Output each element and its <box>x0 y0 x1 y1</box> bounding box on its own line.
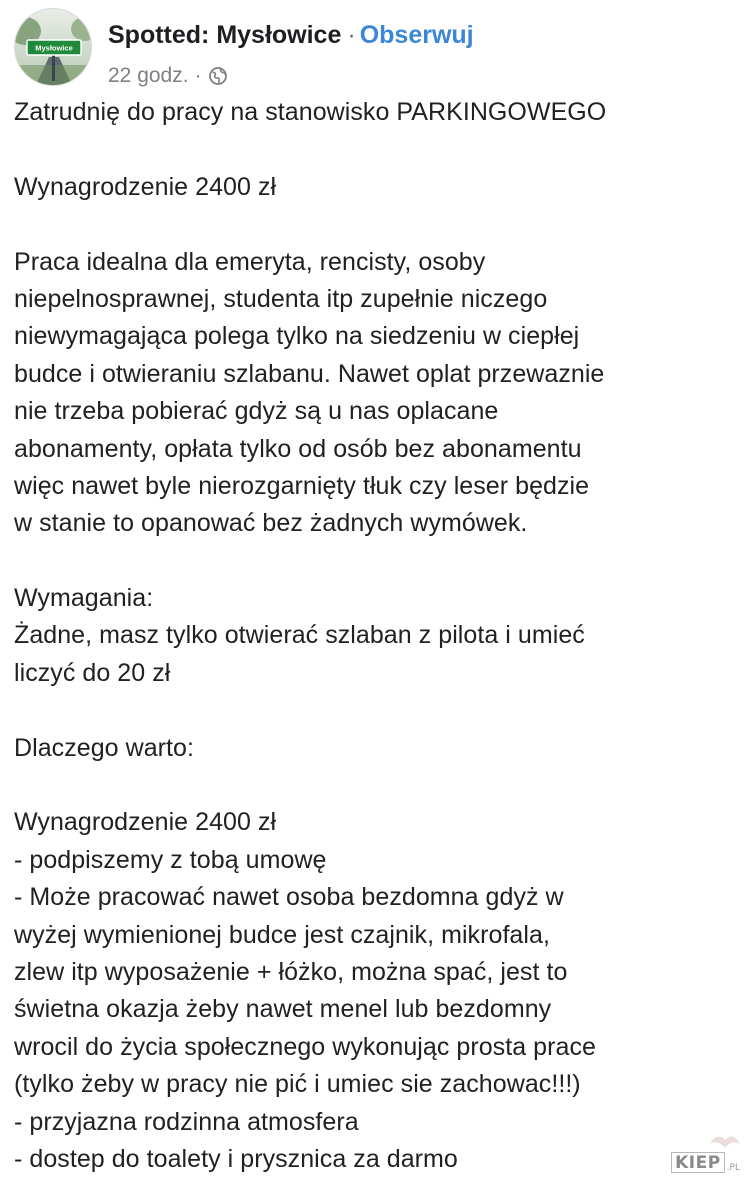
post-line: wrocil do życia społecznego wykonując prosta prace <box>14 1032 596 1061</box>
separator-dot: · <box>347 21 356 49</box>
globe-icon[interactable] <box>208 66 228 86</box>
watermark-brand: KIEP <box>671 1152 725 1173</box>
post-line: niepelnosprawnej, studenta itp zupełnie niczego <box>14 284 548 313</box>
post-line-blank <box>14 206 746 243</box>
post-line: liczyć do 20 zł <box>14 658 171 687</box>
post-timestamp[interactable]: 22 godz. <box>108 64 189 87</box>
watermark-suffix: .PL <box>726 1163 740 1173</box>
post-line: Żadne, masz tylko otwierać szlaban z pilota i umieć <box>14 621 585 650</box>
page-name-link[interactable]: Spotted: Mysłowice <box>108 21 342 49</box>
post-line: - dostep do toalety i prysznica za darmo <box>14 1144 458 1173</box>
post-line: - podpiszemy z tobą umowę <box>14 845 327 874</box>
post-line: budce i otwieraniu szlabanu. Nawet oplat przewaznie <box>14 359 605 388</box>
post-text <box>14 94 746 1178</box>
post-meta <box>108 63 228 89</box>
post-line: Praca idealna dla emeryta, rencisty, osoby <box>14 247 486 276</box>
post-line: nie trzeba pobierać gdyż są u nas oplacane <box>14 397 499 426</box>
post-line: w stanie to opanować bez żadnych wymówek. <box>14 509 528 538</box>
post-line: niewymagająca polega tylko na siedzeniu w ciepłej <box>14 322 580 351</box>
post-line: Dlaczego warto: <box>14 733 194 762</box>
post-line: Wymagania: <box>14 584 154 613</box>
post-line: - Może pracować nawet osoba bezdomna gdyż w <box>14 883 564 912</box>
post-line-blank <box>14 692 746 729</box>
post-line: (tylko żeby w pracy nie pić i umiec sie zachowac!!!) <box>14 1070 581 1099</box>
post-line: Wynagrodzenie 2400 zł <box>14 808 277 837</box>
meta-separator-dot: · <box>194 64 202 87</box>
post-line-blank <box>14 131 746 168</box>
post-line-blank <box>14 543 746 580</box>
page-avatar[interactable] <box>14 8 92 86</box>
post-line: Zatrudnię do pracy na stanowisko PARKINGOWEGO <box>14 98 607 126</box>
post-header <box>14 8 736 86</box>
post-line: zlew itp wyposażenie + łóżko, można spać, jest to <box>14 957 568 986</box>
follow-button[interactable]: Obserwuj <box>359 21 474 49</box>
post-line-blank <box>14 767 746 804</box>
avatar-sign-text: Mysłowice <box>35 43 73 53</box>
kiep-watermark <box>671 1152 740 1173</box>
post-line: świetna okazja żeby nawet menel lub bezdomny <box>14 995 552 1024</box>
post-line: więc nawet byle nierozgarnięty tłuk czy leser będzie <box>14 471 590 500</box>
avatar-road-sign-image <box>15 9 92 86</box>
post-line: Wynagrodzenie 2400 zł <box>14 172 277 201</box>
page-name-row <box>108 20 474 50</box>
post-line: abonamenty, opłata tylko od osób bez abonamentu <box>14 434 582 463</box>
post-line: wyżej wymienionej budce jest czajnik, mikrofala, <box>14 920 550 949</box>
post-line: - przyjazna rodzinna atmosfera <box>14 1107 359 1136</box>
